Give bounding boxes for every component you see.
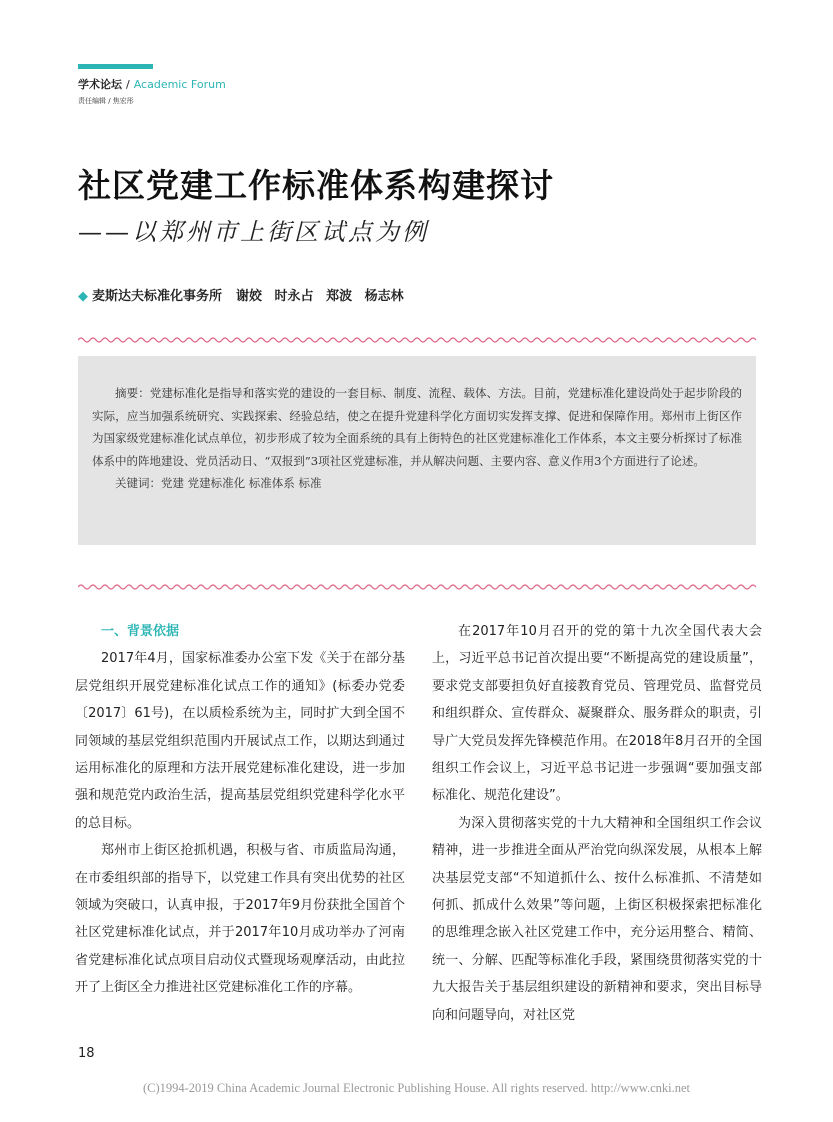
diamond-icon: ◆ [78,289,88,304]
abstract-box [78,356,756,545]
paragraph: 郑州市上街区抢抓机遇，积极与省、市质监局沟通，在市委组织部的指导下，以党建工作具有突出优势的社区领域为突破口，认真申报，于2017年9月份获批全国首个社区党建标准化试点，并于2017年10月成功举办了河南省党建标准化试点项目启动仪式暨现场观摩活动，由此拉开了上街区全力推进社区党建标准化工作的序幕。 [75,843,405,996]
keywords: 关键词：党建 党建标准化 标准体系 标准 [115,476,322,491]
responsible-editor: 责任编辑 / 焦宏彤 [78,97,134,105]
author-line [78,285,404,304]
section-label [78,76,226,92]
section-accent-bar [78,64,153,69]
section-slash: / [126,78,130,91]
wavy-divider-bottom [78,583,756,591]
wavy-divider-top [78,336,756,344]
abstract-text: 摘要：党建标准化是指导和落实党的建设的一套目标、制度、流程、载体、方法。目前，党建标准化建设尚处于起步阶段的实际，应当加强系统研究、实践探索、经验总结，使之在提升党建科学化方面切实发挥支撑、促进和保障作用。郑州市上街区作为国家级党建标准化试点单位，初步形成了较为全面系统的具有上街特色的社区党建标准化工作体系，本文主要分析探讨了标准体系中的阵地建设、党员活动日、“双报到”3项社区党建标准，并从解决问题、主要内容、意义作用3个方面进行了论述。 [92,386,742,468]
copyright-footer: (C)1994-2019 China Academic Journal Electronic Publishing House. All rights reserved. http://www.cnki.net [142,1081,690,1095]
section-name-en: Academic Forum [133,78,226,91]
paragraph: 在2017年10月召开的党的第十九次全国代表大会上，习近平总书记首次提出要“不断提高党的建设质量”，要求党支部要担负好直接教育党员、管理党员、监督党员和组织群众、宣传群众、凝聚群众、服务群众的职责，引导广大党员发挥先锋模范作用。在2018年8月召开的全国组织工作会议上，习近平总书记进一步强调“要加强支部标准化、规范化建设”。 [432,624,762,804]
article-title: 社区党建工作标准体系构建探讨 [78,166,554,205]
section-heading: 一、背景依据 [101,624,180,639]
paragraph: 2017年4月，国家标准委办公室下发《关于在部分基层党组织开展党建标准化试点工作的通知》(标委办党委〔2017〕61号)，在以质检系统为主，同时扩大到全国不同领域的基层党组织范围内开展试点工作，以期达到通过运用标准化的原理和方法开展党建标准化建设，进一步加强和规范党内政治生活，提高基层党组织党建科学化水平的总目标。 [75,651,405,831]
page-number: 18 [78,1046,95,1061]
affiliation: 麦斯达夫标准化事务所 [92,289,223,304]
body-column-left [75,618,405,1002]
body-column-right [432,618,762,1029]
article-subtitle: ——以郑州市上街区试点为例 [78,218,429,246]
section-name-cn: 学术论坛 [78,78,122,91]
author-names: 谢姣 时永占 郑波 杨志林 [236,289,404,304]
paragraph: 为深入贯彻落实党的十九大精神和全国组织工作会议精神，进一步推进全面从严治党向纵深发展，从根本上解决基层党支部“不知道抓什么、按什么标准抓、不清楚如何抓、抓成什么效果”等问题，上街区积极探索把标准化的思维理念嵌入社区党建工作中，充分运用整合、精简、统一、分解、匹配等标准化手段，紧围绕贯彻落实党的十九大报告关于基层组织建设的新精神和要求，突出目标导向和问题导向，对社区党 [432,815,762,1023]
